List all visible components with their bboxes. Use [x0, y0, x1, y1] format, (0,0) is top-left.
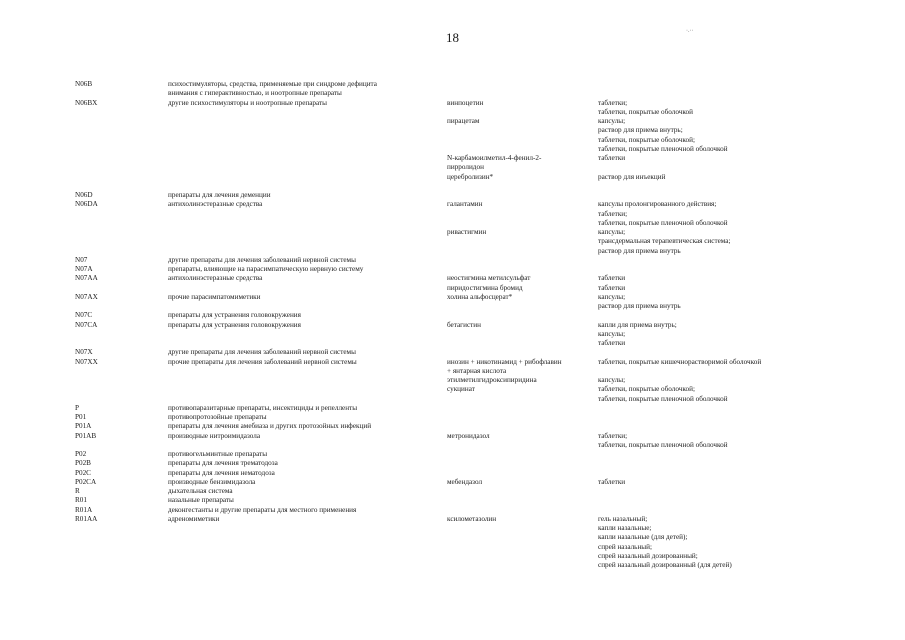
dosage-form: таблетки, покрытые оболочкой; [598, 135, 695, 144]
drug-name: сукцинат [447, 385, 475, 394]
dosage-form: спрей назальный дозированный; [598, 551, 698, 560]
table-row [0, 543, 905, 552]
dosage-form: таблетки [598, 283, 626, 292]
drug-name: пирацетам [447, 117, 480, 125]
drug-name: неостигмина метилсульфат [447, 274, 531, 283]
table-row [0, 182, 905, 191]
table-row [0, 293, 905, 302]
dosage-form: капсулы; [598, 329, 626, 338]
table-row [0, 163, 905, 172]
drug-name: винпоцетин [447, 98, 484, 107]
dosage-form: таблетки [598, 339, 626, 347]
atc-code: N07A [75, 265, 93, 273]
dosage-form: спрей назальный дозированный (для детей) [598, 561, 732, 569]
dosage-form: таблетки [598, 274, 626, 283]
dosage-form: раствор для приема внутрь [598, 302, 681, 310]
corner-mark: ·.·· [686, 28, 694, 34]
atc-code: N07AA [75, 274, 98, 283]
dosage-form: таблетки, покрытые оболочкой [598, 107, 693, 116]
atc-code: N06DA [75, 200, 98, 209]
dosage-form: капсулы пролонгированного действия; [598, 200, 717, 209]
table-row [0, 469, 905, 478]
dosage-form: таблетки, покрытые оболочкой; [598, 385, 695, 394]
table-row [0, 145, 905, 154]
dosage-form: трансдермальная терапевтическая система; [598, 237, 731, 246]
table-row [0, 274, 905, 283]
drug-name: N-карбамоилметил-4-фенил-2- [447, 154, 542, 162]
dosage-form: таблетки, покрытые пленочной оболочкой [598, 144, 728, 153]
table-row [0, 506, 905, 515]
group-name: адреномиметики [168, 514, 220, 523]
table-row [0, 478, 905, 487]
group-name: препараты для лечения деменции [168, 191, 271, 199]
drug-table [0, 80, 905, 570]
table-row [0, 321, 905, 330]
dosage-form: раствор для приема внутрь; [598, 126, 683, 135]
table-row [0, 385, 905, 394]
drug-name: бетагистин [447, 320, 481, 329]
table-row [0, 459, 905, 468]
drug-name: пирролидон [447, 163, 484, 172]
dosage-form: спрей назальный; [598, 542, 652, 551]
atc-code: R01A [75, 505, 93, 514]
table-row [0, 191, 905, 200]
dosage-form: таблетки, покрытые пленочной оболочкой [598, 440, 728, 449]
table-row [0, 210, 905, 219]
table-row [0, 561, 905, 570]
drug-name: метронидазол [447, 431, 490, 440]
table-row [0, 413, 905, 422]
table-row [0, 348, 905, 357]
group-name: внимания с гиперактивностью, и ноотропные препараты [168, 89, 342, 98]
drug-name: этилметилгидроксипиридина [447, 376, 537, 384]
dosage-form: капсулы; [598, 376, 626, 384]
dosage-form: капсулы; [598, 228, 626, 236]
table-row [0, 376, 905, 385]
group-name: дыхательная система [168, 487, 233, 495]
table-row [0, 154, 905, 163]
table-row [0, 487, 905, 496]
atc-code: R [75, 487, 80, 495]
group-name: производные бензимидазола [168, 477, 256, 486]
atc-code: R01 [75, 496, 87, 505]
group-name: препараты для устранения головокружения [168, 311, 301, 320]
atc-code: P [75, 403, 79, 412]
dosage-form: таблетки, покрытые пленочной оболочкой [598, 394, 728, 403]
drug-name: ксилометазолин [447, 514, 497, 523]
dosage-form: капли для приема внутрь; [598, 320, 677, 329]
group-name: деконгестанты и другие препараты для местного применения [168, 505, 357, 514]
table-row [0, 80, 905, 89]
atc-code: N07XX [75, 357, 98, 366]
table-row [0, 99, 905, 108]
table-row [0, 219, 905, 228]
atc-code: N06B [75, 80, 93, 88]
group-name: психостимуляторы, средства, применяемые при синдроме дефицита [168, 80, 377, 88]
dosage-form: таблетки; [598, 209, 628, 218]
dosage-form: раствор для инъекций [598, 172, 666, 181]
table-row [0, 265, 905, 274]
group-name: назальные препараты [168, 496, 234, 505]
drug-name: + янтарная кислота [447, 366, 507, 375]
table-row [0, 358, 905, 367]
table-row [0, 524, 905, 533]
table-row [0, 367, 905, 376]
dosage-form: таблетки; [598, 98, 628, 107]
atc-code: P01A [75, 422, 92, 431]
atc-code: R01AA [75, 514, 98, 523]
table-row [0, 284, 905, 293]
dosage-form: таблетки [598, 477, 626, 486]
atc-code: P02B [75, 459, 91, 468]
drug-name: галантамин [447, 200, 483, 209]
group-name: другие препараты для лечения заболеваний нервной системы [168, 348, 356, 357]
group-name: прочие парасимпатомиметики [168, 292, 261, 301]
table-row [0, 422, 905, 431]
table-row [0, 395, 905, 404]
table-row [0, 441, 905, 450]
atc-code: P01 [75, 413, 87, 421]
table-row [0, 126, 905, 135]
group-name: антихолинэстеразные средства [168, 200, 263, 209]
group-name: препараты, влияющие на парасимпатическую нервную систему [168, 265, 364, 273]
dosage-form: таблетки; [598, 431, 628, 440]
table-row [0, 136, 905, 145]
table-row [0, 330, 905, 339]
drug-name: ривастигмин [447, 228, 487, 236]
atc-code: N07AX [75, 292, 98, 301]
drug-name: мебендазол [447, 477, 483, 486]
dosage-form: капли назальные; [598, 524, 652, 532]
table-row [0, 247, 905, 256]
group-name: антихолинэстеразные средства [168, 274, 263, 283]
table-row [0, 450, 905, 459]
group-name: препараты для лечения нематодоза [168, 468, 275, 477]
table-row [0, 200, 905, 209]
atc-code: P01AB [75, 431, 97, 440]
atc-code: N06D [75, 191, 93, 199]
dosage-form: капли назальные (для детей); [598, 533, 688, 542]
atc-code: N07X [75, 348, 93, 357]
dosage-form: капсулы; [598, 117, 626, 125]
atc-code: N07 [75, 255, 88, 264]
table-row [0, 108, 905, 117]
table-row [0, 237, 905, 246]
table-row [0, 515, 905, 524]
table-row [0, 404, 905, 413]
table-row [0, 228, 905, 237]
atc-code: N06BX [75, 98, 98, 107]
table-row [0, 552, 905, 561]
group-name: препараты для устранения головокружения [168, 320, 301, 329]
drug-name: холина альфосцерат* [447, 292, 513, 301]
dosage-form: раствор для приема внутрь [598, 246, 681, 255]
dosage-form: таблетки [598, 154, 626, 162]
page-number: 18 [446, 30, 459, 45]
atc-code: N07CA [75, 320, 98, 329]
group-name: производные нитроимидазола [168, 431, 261, 440]
table-row [0, 117, 905, 126]
group-name: препараты для лечения амебиаза и других протозойных инфекций [168, 422, 372, 431]
table-row [0, 302, 905, 311]
atc-code: P02 [75, 450, 87, 458]
group-name: противогельминтные препараты [168, 450, 268, 458]
dosage-form: таблетки, покрытые пленочной оболочкой [598, 218, 728, 227]
atc-code: N07C [75, 311, 93, 320]
table-row [0, 339, 905, 348]
table-row [0, 89, 905, 98]
dosage-form: таблетки, покрытые кишечнорастворимой оболочкой [598, 357, 762, 366]
group-name: другие препараты для лечения заболеваний нервной системы [168, 255, 356, 264]
drug-name: церебролизин* [447, 172, 494, 181]
dosage-form: гель назальный; [598, 514, 648, 523]
table-row [0, 256, 905, 265]
table-row [0, 496, 905, 505]
group-name: препараты для лечения трематодоза [168, 459, 278, 468]
atc-code: P02CA [75, 477, 97, 486]
group-name: противопаразитарные препараты, инсектициды и репелленты [168, 403, 358, 412]
drug-name: инозин + никотинамид + рибофлавин [447, 357, 562, 366]
table-row [0, 311, 905, 320]
group-name: прочие препараты для лечения заболеваний нервной системы [168, 357, 357, 366]
group-name: противопротозойные препараты [168, 413, 267, 421]
dosage-form: капсулы; [598, 292, 626, 301]
table-row [0, 173, 905, 182]
atc-code: P02C [75, 468, 91, 477]
table-row [0, 533, 905, 542]
group-name: другие психостимуляторы и ноотропные препараты [168, 98, 328, 107]
table-row [0, 432, 905, 441]
drug-name: пиридостигмина бромид [447, 283, 523, 292]
